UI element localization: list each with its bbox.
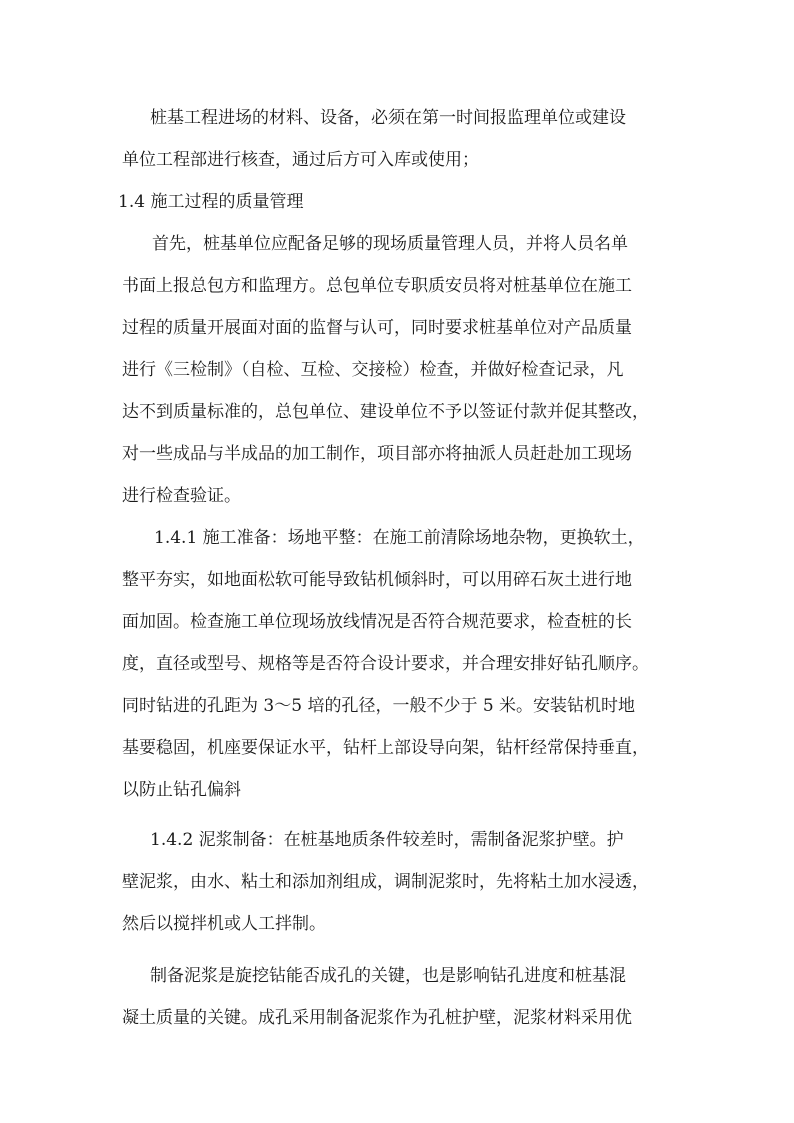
paragraph-line: 单位工程部进行核查，通过后方可入库或使用； <box>122 150 479 170</box>
subsection-heading-line: 1.4.2 泥浆制备：在桩基地质条件较差时，需制备泥浆护壁。护 <box>150 830 624 850</box>
paragraph-line: 对一些成品与半成品的加工制作，项目部亦将抽派人员赶赴加工现场 <box>122 444 632 464</box>
paragraph-line: 过程的质量开展面对面的监督与认可，同时要求桩基单位对产品质量 <box>122 318 632 338</box>
paragraph-line: 制备泥浆是旋挖钻能否成孔的关键，也是影响钻孔进度和桩基混 <box>150 966 626 986</box>
paragraph-line: 达不到质量标准的，总包单位、建设单位不予以签证付款并促其整改， <box>122 402 649 422</box>
paragraph-line: 壁泥浆，由水、粘土和添加剂组成，调制泥浆时，先将粘土加水浸透， <box>122 872 649 892</box>
paragraph-line: 凝土质量的关键。成孔采用制备泥浆作为孔桩护壁，泥浆材料采用优 <box>122 1008 632 1028</box>
paragraph-line: 面加固。检查施工单位现场放线情况是否符合规范要求，检查桩的长 <box>122 612 632 632</box>
paragraph-line: 同时钻进的孔距为 3～5 培的孔径，一般不少于 5 米。安装钻机时地 <box>122 696 636 716</box>
paragraph-line: 整平夯实，如地面松软可能导致钻机倾斜时，可以用碎石灰土进行地 <box>122 570 632 590</box>
subsection-heading-line: 1.4.1 施工准备：场地平整：在施工前清除场地杂物，更换软土， <box>154 528 645 548</box>
paragraph-line: 书面上报总包方和监理方。总包单位专职质安员将对桩基单位在施工 <box>122 276 632 296</box>
paragraph-line: 度，直径或型号、规格等是否符合设计要求，并合理安排好钻孔顺序。 <box>122 654 649 674</box>
paragraph-line: 桩基工程进场的材料、设备，必须在第一时间报监理单位或建设 <box>150 108 626 128</box>
paragraph-line: 首先，桩基单位应配备足够的现场质量管理人员，并将人员名单 <box>152 234 628 254</box>
paragraph-line: 基要稳固，机座要保证水平，钻杆上部设导向架，钻杆经常保持垂直， <box>122 738 649 758</box>
paragraph-line: 然后以搅拌机或人工拌制。 <box>122 914 326 934</box>
paragraph-line: 进行检查验证。 <box>122 486 241 506</box>
paragraph-line: 进行《三检制》（自检、互检、交接检）检查，并做好检查记录，凡 <box>122 360 624 380</box>
paragraph-line: 以防止钻孔偏斜 <box>122 780 241 800</box>
section-heading: 1.4 施工过程的质量管理 <box>118 192 304 212</box>
